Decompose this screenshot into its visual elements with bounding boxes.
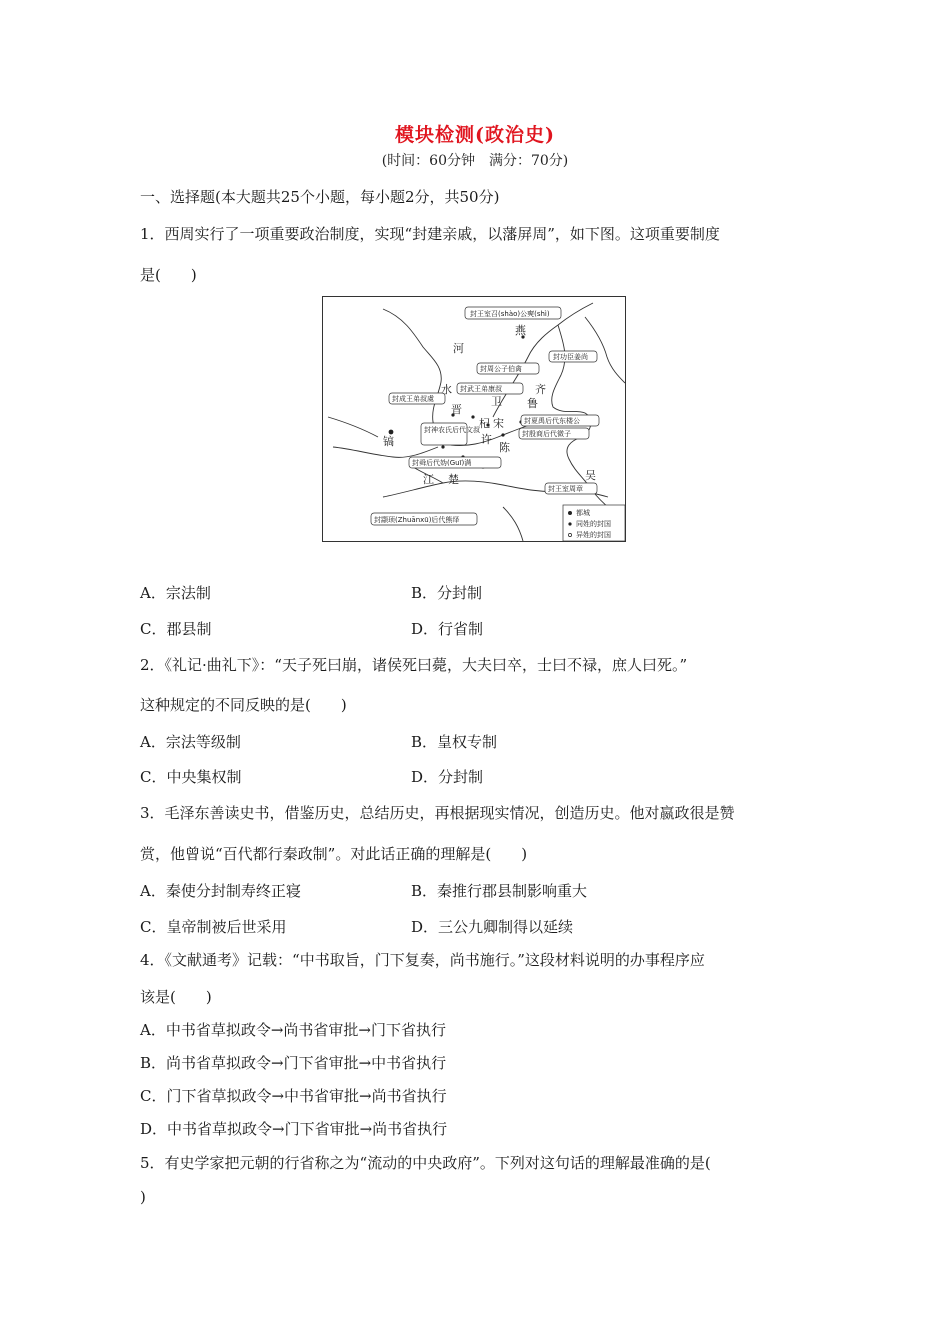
label-chu: 楚: [448, 473, 459, 486]
section-heading: 一、选择题(本大题共25个小题，每小题2分，共50分): [140, 188, 500, 206]
label-lu: 鲁: [527, 397, 538, 410]
legend-capital: 都城: [576, 509, 590, 517]
legend-other-surname: 异姓的封国: [576, 531, 611, 539]
q3-option-b[interactable]: B．秦推行郡县制影响重大: [411, 882, 588, 900]
q5-stem-line2: ): [140, 1188, 146, 1206]
page-subtitle: (时间：60分钟 满分：70分): [381, 153, 569, 169]
legend-same-surname: 同姓的封国: [576, 520, 611, 528]
map-svg: [323, 297, 625, 541]
q4-stem-line2: 该是( ): [140, 988, 212, 1006]
q2-stem-line2: 这种规定的不同反映的是( ): [140, 696, 347, 714]
q1-option-c[interactable]: C．郡县制: [140, 620, 212, 638]
fief-dot: [471, 415, 474, 418]
label-zhuanxu: 封颛顼(Zhuānxū)后代熊绎: [374, 516, 460, 524]
label-qi2: 杞: [479, 417, 490, 430]
q1-option-a[interactable]: A．宗法制: [140, 584, 211, 602]
label-wushi: 封王室周章: [548, 485, 583, 493]
q2-stem-line1: 2．《礼记·曲礼下》：“天子死曰崩，诸侯死曰薨，大夫曰卒，士曰不禄，庶人曰死。”: [140, 656, 688, 674]
q1-stem-line1: 1．西周实行了一项重要政治制度，实现“封建亲戚，以藩屏周”，如下图。这项重要制度: [140, 225, 720, 243]
fief-dot: [501, 433, 504, 436]
q2-option-c[interactable]: C．中央集权制: [140, 768, 242, 786]
fief-dot: [441, 445, 444, 448]
wei-river: [333, 447, 438, 457]
q4-stem-line1: 4．《文献通考》记载：“中书取旨，门下复奏，尚书施行。”这段材料说明的办事程序应: [140, 951, 705, 969]
q5-stem-line1: 5．有史学家把元朝的行省称之为“流动的中央政府”。下列对这句话的理解最准确的是(: [140, 1154, 711, 1172]
q1-option-b[interactable]: B．分封制: [411, 584, 483, 602]
q4-option-a[interactable]: A．中书省草拟政令→尚书省审批→门下省执行: [140, 1021, 446, 1039]
label-shao: 封王室召(shào)公奭(shì): [470, 310, 550, 318]
label-wuwang: 封武王弟康叔: [460, 385, 502, 393]
label-shen: 封功臣姜尚: [553, 353, 588, 361]
label-shennong: 封神农氏后代文叔: [424, 426, 480, 434]
q2-option-a[interactable]: A．宗法等级制: [140, 733, 241, 751]
label-jiang: 江: [423, 473, 434, 486]
q4-option-c[interactable]: C．门下省草拟政令→中书省审批→尚书省执行: [140, 1087, 447, 1105]
label-yan: 燕: [515, 324, 526, 337]
label-yinshang: 封殷商后代微子: [522, 430, 571, 438]
coastline-korea: [585, 317, 625, 383]
label-hao: 镐: [383, 435, 394, 448]
q3-option-c[interactable]: C．皇帝制被后世采用: [140, 918, 287, 936]
label-wei: 卫: [491, 395, 502, 408]
label-wu: 吴: [585, 469, 596, 482]
river-west: [328, 417, 378, 437]
q3-option-d[interactable]: D．三公九卿制得以延续: [411, 918, 574, 936]
label-chen: 陈: [499, 441, 510, 454]
q1-option-d[interactable]: D．行省制: [411, 620, 484, 638]
label-chengwang: 封成王弟叔虞: [392, 395, 434, 403]
label-qi: 齐: [535, 383, 546, 396]
q3-option-a[interactable]: A．秦使分封制寿终正寝: [140, 882, 301, 900]
label-shui: 水: [441, 383, 452, 396]
label-xiahou: 封夏禹后代东楼公: [524, 417, 580, 425]
label-gongzi: 封周公子伯禽: [480, 365, 522, 373]
page-title: 模块检测(政治史): [395, 124, 555, 146]
q2-option-d[interactable]: D．分封制: [411, 768, 484, 786]
label-he: 河: [453, 342, 464, 355]
western-zhou-fiefdom-map: [322, 296, 626, 542]
q2-option-b[interactable]: B．皇权专制: [411, 733, 498, 751]
q4-option-d[interactable]: D．中书省草拟政令→门下省审批→尚书省执行: [140, 1120, 448, 1138]
q3-stem-line2: 赏，他曾说“百代都行秦政制”。对此话正确的理解是( ): [140, 845, 528, 863]
river-south: [503, 507, 523, 541]
label-song: 宋: [493, 417, 504, 430]
q4-option-b[interactable]: B．尚书省草拟政令→门下省审批→中书省执行: [140, 1054, 447, 1072]
capital-hao-dot: [389, 430, 394, 435]
label-jin: 晋: [451, 403, 462, 416]
q1-stem-line2: 是( ): [140, 266, 197, 284]
label-gui: 封舜后代妫(Guī)满: [412, 459, 472, 467]
label-xu: 许: [481, 433, 492, 446]
q3-stem-line1: 3．毛泽东善读史书，借鉴历史，总结历史，再根据现实情况，创造历史。他对嬴政很是赞: [140, 804, 735, 822]
